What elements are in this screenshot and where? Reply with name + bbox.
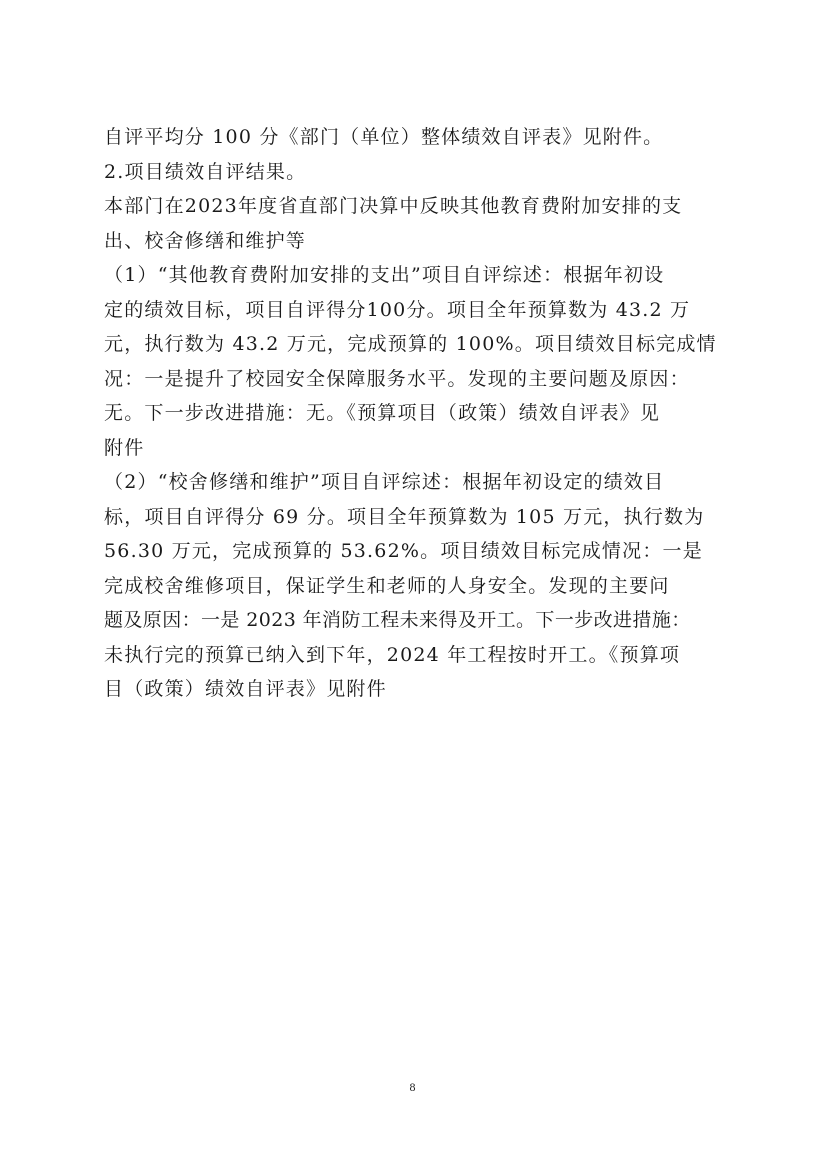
text-line: 出、校舍修缮和维护等 (104, 229, 307, 252)
text-line: （2）“校舍修缮和维护”项目自评综述：根据年初设定的绩效目 (104, 471, 665, 493)
text-line: 定的绩效目标，项目自评得分100分。项目全年预算数为 43.2 万 (104, 298, 691, 321)
text-line: 完成校舍维修项目，保证学生和老师的人身安全。发现的主要问 (104, 574, 670, 597)
text-line: 本部门在2023年度省直部门决算中反映其他教育费附加安排的支 (104, 195, 683, 217)
section-heading: 2.项目绩效自评结果。 (104, 160, 307, 183)
text-line: 题及原因：一是 2023 年消防工程未来得及开工。下一步改进措施： (104, 609, 691, 631)
text-line: （1）“其他教育费附加安排的支出”项目自评综述：根据年初设 (104, 264, 665, 286)
text-line: 附件 (104, 436, 145, 459)
text-line: 未执行完的预算已纳入到下年，2024 年工程按时开工。《预算项 (104, 643, 681, 666)
text-line: 自评平均分 100 分《部门（单位）整体绩效自评表》见附件。 (104, 126, 664, 148)
document-body (104, 120, 734, 707)
text-line: 无。下一步改进措施：无。《预算项目（政策）绩效自评表》见 (104, 402, 661, 424)
text-line: 56.30 万元，完成预算的 53.62%。项目绩效目标完成情况：一是 (104, 540, 703, 562)
text-line: 目（政策）绩效自评表》见附件 (104, 678, 387, 700)
text-line: 元，执行数为 43.2 万元，完成预算的 100%。项目绩效目标完成情 (104, 333, 717, 355)
text-line: 况：一是提升了校园安全保障服务水平。发现的主要问题及原因： (104, 367, 690, 390)
page-number: 8 (409, 1080, 416, 1094)
text-line: 标，项目自评得分 69 分。项目全年预算数为 105 万元，执行数为 (104, 505, 705, 528)
